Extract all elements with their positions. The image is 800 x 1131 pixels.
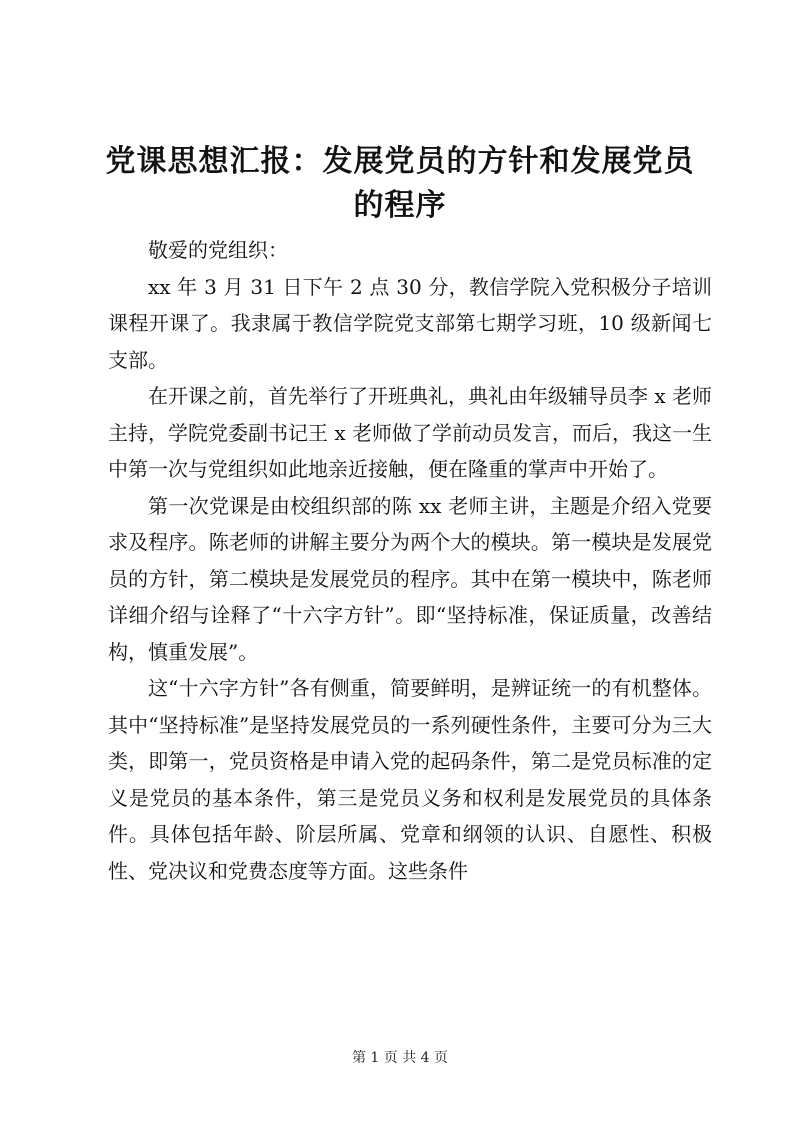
paragraph-2: 在开课之前，首先举行了开班典礼，典礼由年级辅导员李 x 老师主持，学院党委副书记王 x 老师做了学前动员发言，而后，我这一生中第一次与党组织如此地亲近接触，便在隆重的掌声中开始了。: [108, 384, 712, 481]
paragraph-3: 第一次党课是由校组织部的陈 xx 老师主讲，主题是介绍入党要求及程序。陈老师的讲解主要分为两个大的模块。第一模块是发展党员的方针，第二模块是发展党员的程序。其中在第一模块中，陈老师详细介绍与诠释了“十六字方针”。即“坚持标准，保证质量，改善结构，慎重发展”。: [108, 493, 712, 664]
paragraph-4: 这“十六字方针”各有侧重，简要鲜明，是辨证统一的有机整体。其中“坚持标准”是坚持发展党员的一系列硬性条件，主要可分为三大类，即第一，党员资格是申请入党的起码条件，第二是党员标准的定义是党员的基本条件，第三是党员义务和权利是发展党员的具体条件。具体包括年龄、阶层所属、党章和纲领的认识、自愿性、积极性、党决议和党费态度等方面。这些条件: [108, 676, 712, 883]
salutation: 敬爱的党组织：: [148, 238, 288, 262]
document-body: [108, 232, 712, 889]
page-number-footer: 第 1 页 共 4 页: [351, 1050, 449, 1066]
document-title: 党课思想汇报：发展党员的方针和发展党员的程序: [105, 144, 695, 223]
paragraph-1: xx 年 3 月 31 日下午 2 点 30 分，教信学院入党积极分子培训课程开课了。我隶属于教信学院党支部第七期学习班，10 级新闻七支部。: [108, 274, 712, 372]
